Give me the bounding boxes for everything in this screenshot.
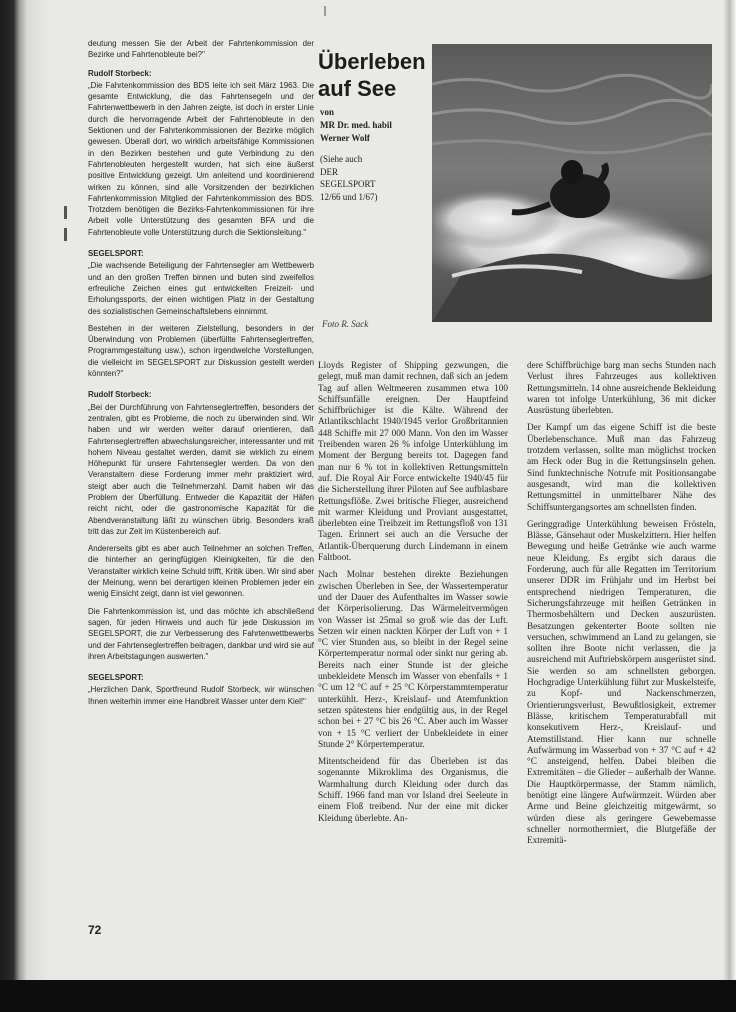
page-number: 72 bbox=[88, 923, 102, 937]
author-title: MR Dr. med. habil bbox=[320, 120, 392, 130]
speaker-label: Rudolf Storbeck: bbox=[88, 390, 152, 400]
author-by: von bbox=[320, 107, 335, 117]
interview-closing: „Herzlichen Dank, Sportfreund Rudolf Storbeck, wir wünschen Ihnen weiterhin immer eine Handbreit Wasser unter dem Kiel!" bbox=[88, 685, 314, 706]
photo-caption: Foto R. Sack bbox=[322, 319, 369, 329]
interview-intro: deutung messen Sie der Arbeit der Fahrtenkommission der Bezirke und Fahrtenobleute bei?" bbox=[88, 39, 314, 60]
author-block bbox=[320, 106, 392, 145]
book-spine-shadow bbox=[0, 0, 48, 1012]
interview-answer: „Die Fahrtenkommission des BDS leite ich seit März 1963. Die gesamte Entwicklung, die das Fahrtensegeln und der Fahrtenwettbewerb in den Jahren zeigte, ist doch in erster Linie durch die hervorragende Arbeit der Fahrtenobleute in den Sektionen und der Fahrtenkommissionen der Bezirke möglich gewesen. Überall dort, wo wirklich arbeitsfähige Kommissionen in den Bezirken bestehen und gute Verbindung zu den Fahrtenobleuten hergestellt wurden, hat sich eine äußerst positive Entwicklung gezeigt. Um anleitend und koordinierend wirken zu können, sind alle Vorsitzenden der bezirklichen Fahrtenkommission Mitglied der Fahrtenkommission des BDS. Trotzdem benötigen die Bezirks-Fahrtenkommissionen für ihre Arbeit volle Unterstützung des gesamten BFA und die Fahrtenobleute volle Unterstützung durch die Sektionsleitung." bbox=[88, 80, 314, 237]
interview-question: Bestehen in der weiteren Zielstellung, besonders in der Überwindung von Problemen (überfüllte Fahrtenseglertreffen, Programmgestaltung usw.), schon irgendwelche Vorstellungen, die vielleicht im SEGELSPORT zur Diskussion gestellt werden könnten?" bbox=[88, 323, 314, 379]
photo-image bbox=[432, 44, 712, 322]
article-paragraph: Der Kampf um das eigene Schiff ist die beste Überlebenschance. Muß man das Fahrzeug trotzdem verlassen, sollte man möglichst trocken am Heck oder Bug in die Rettungsinseln gehen. Sind funktechnische Notrufe mit Positionsangabe ausgesandt, wird man die kollektiven Rettungsmittel in unmittelbarer Nähe des Schiffsuntergangsortes am schnellsten finden. bbox=[527, 423, 716, 513]
speaker-label: Rudolf Storbeck: bbox=[88, 68, 152, 78]
interview-question: „Die wachsende Beteiligung der Fahrtensegler am Wettbewerb und an den großen Treffen binnen und buten sind zweifellos erfreuliche Zeichen eines gut entwickelten Freizeit- und Erholungssports, der einen wichtigen Platz in der Gestaltung des sozialistischen Gemeinschaftslebens einnimmt. bbox=[88, 261, 314, 316]
margin-mark bbox=[64, 228, 67, 241]
scan-mark bbox=[324, 6, 326, 16]
article-title: Überleben auf See bbox=[318, 49, 426, 101]
see-also-line: 12/66 und 1/67) bbox=[320, 191, 378, 202]
page-edge bbox=[723, 0, 736, 1012]
see-also-line: SEGELSPORT bbox=[320, 179, 376, 189]
article-paragraph: Lloyds Register of Shipping gezwungen, die gelegt, muß man damit rechnen, daß sich an jedem Tag auf allen Weltmeeren zusammen etwa 100 Schiffsunfälle ereignen. Der Hauptfeind Schiffbrüchiger ist die Kälte. Während der Atlantikschlacht 1940/1945 verlor Großbritannien 448 Schiffe mit 27 000 Mann. Von den im Wasser Treibenden waren 26 % infolge Unterkühlung im Moment der Bergung bereits tot. Dagegen fand man nur 6 % tot in kollektiven Rettungsmitteln auf. Die Royal Air Force entwickelte 1940/45 für die Sicherstellung ihrer Piloten auf See aufblasbare Rettungsflöße. Zwei britische Flieger, ausreichend mit warmer Kleidung und Proviant ausgestattet, überlebten eine Treibzeit im Rettungsfloß von 131 Tagen. Erinnert sei auch an die Versuche der Atlantik-Überquerung durch Lindemann in einem Faltboot. bbox=[318, 361, 508, 564]
interview-answer: „Bei der Durchführung von Fahrtenseglertreffen, besonders der zentralen, gibt es Probleme, die noch zu überwinden sind. Wir haben und wir werden weiter darauf orientieren, daß Fahrtenseglertreffen abwechslungsreicher, interessanter und mit hohem Niveau gestaltet werden, damit sie wirklich zu einem Höhepunkt für unsere Fahrtensegler werden. Da von den Veranstaltern diese Forderung immer mehr praktiziert wird, steigt aber auch die Teilnehmerzahl. Damit haben wir das Problem der Überfüllung. Entweder die Kapazität der Häfen reicht nicht, oder die gastronomische Kapazität für die Abendveranstaltung läßt zu wünschen übrig. Besonders kraß tritt das zur Zeit im Küstenbereich auf. bbox=[88, 402, 314, 536]
interview-answer: Andererseits gibt es aber auch Teilnehmer an solchen Treffen, die hinterher an geringfügigen Kleinigkeiten, für die den Veranstalter wirklich keine Schuld trifft, Kritik üben. Wir sind aber der Meinung, wenn bei derartigen kleinen Problemen jeder ein wenig Einsicht zeigt, dann ist viel gewonnen. bbox=[88, 544, 314, 599]
speaker-label: SEGELSPORT: bbox=[88, 673, 144, 683]
article-paragraph: Mitentscheidend für das Überleben ist das sogenannte Mikroklima des Organismus, die Warmhaltung durch Kleidung oder durch das Schiff. 1966 fand man vor Island drei Seeleute in einem Floß treibend. Nur der eine mit dicker Kleidung überlebte. An- bbox=[318, 757, 508, 824]
speaker-label: SEGELSPORT: bbox=[88, 249, 144, 259]
see-also-line: DER bbox=[320, 166, 338, 177]
margin-mark bbox=[64, 206, 67, 219]
article-paragraph: dere Schiffbrüchige barg man sechs Stunden nach Verlust ihres Fahrzeuges aus kollektiven Rettungsmitteln. 14 ohne ausreichende Bekleidung waren tot infolge Unterkühlung, 36 mit dicker Ausrüstung überlebten. bbox=[527, 361, 716, 417]
see-also-note bbox=[320, 153, 378, 203]
article-column-right bbox=[527, 361, 716, 853]
see-also-line: (Siehe auch bbox=[320, 154, 363, 164]
article-paragraph: Geringgradige Unterkühlung beweisen Frösteln, Blässe, Gänsehaut oder Muskelzittern. Hier helfen Bewegung und heiße Getränke wie auch warme neue Kleidung. Es ergibt sich daraus die Forderung, auch für alle Regatten im Territorium unserer DDR im Frühjahr und im Herbst bei entsprechend niedrigen Temperaturen, die Sicherungsfahrzeuge mit heißen Getränken in Thermosbehältern und Decken auszurüsten. Besatzungen gekenterter Boote sollten nie versuchen, schwimmend an Land zu gelangen, sie sollten ihre Boote nicht verlassen, die ja ausreichend mit Auftriebskörpern ausgerüstet sind. Sie werden so am schnellsten geborgen. Hochgradige Unterkühlung führt zur Muskelsteife, zu Kopf- und Nackenschmerzen, Orientierungsverlust, Bewußtlosigkeit, extremer Blässe, kritischem Temperaturabfall mit konsekutivem Herz-, Kreislauf- und Atemstillstand. Hier kann nur schnelle Aufwärmung im Wasserbad von + 37 °C auf + 42 °C ansteigend, helfen. Dabei bleiben die Extremitäten – die Glieder – außerhalb der Wanne. Die Hauptkörpermasse, der Stamm nämlich, benötigt eine längere Aufwärmzeit. Würden aber Arme und Beine gleichzeitig mitgewärmt, so würden diese als geringere Gewebemasse schneller normothermiert, die Blutgefäße der Extremitä- bbox=[527, 519, 716, 847]
sea-rescue-photo bbox=[432, 44, 712, 322]
article-column-middle bbox=[318, 361, 508, 831]
interview-column bbox=[88, 38, 314, 713]
scan-border bbox=[0, 980, 736, 1012]
author-name: Werner Wolf bbox=[320, 133, 370, 143]
interview-answer: Die Fahrtenkommission ist, und das möchte ich abschließend sagen, für jeden Hinweis und auch für jede Diskussion im SEGELSPORT, die zur Verbesserung des Fahrtenwettbewerbs und der Fahrtenseglertreffen beitragen, dankbar und wird sie auf ihren Arbeitstagungen auswerten." bbox=[88, 606, 314, 661]
article-paragraph: Nach Molnar bestehen direkte Beziehungen zwischen Überleben in See, der Wassertemperatur und der Dauer des Aufenthaltes im Wasser sowie der Körperisolierung. Das Wärmeleitvermögen von Wasser ist 25mal so groß wie das der Luft. Setzen wir einen nackten Körper der Luft von + 1 °C vier Stunden aus, so bleibt in der Regel seine Körpertemperatur normal oder sinkt nur gering ab. Bereits nach einer Stunde ist der gleiche unbekleidete Mensch im Wasser von ebenfalls + 1 °C um 12 °C auf + 25 °C Körperstammtemperatur unterkühlt. Herz-, Kreislauf- und Atemfunktion setzen spätestens hier endgültig aus, in der Regel schon bei + 27 °C bis 26 °C. Aber auch im Wasser von + 15 °C verliert der Unbekleidete in einer Stunde 2° Körpertemperatur. bbox=[318, 570, 508, 750]
